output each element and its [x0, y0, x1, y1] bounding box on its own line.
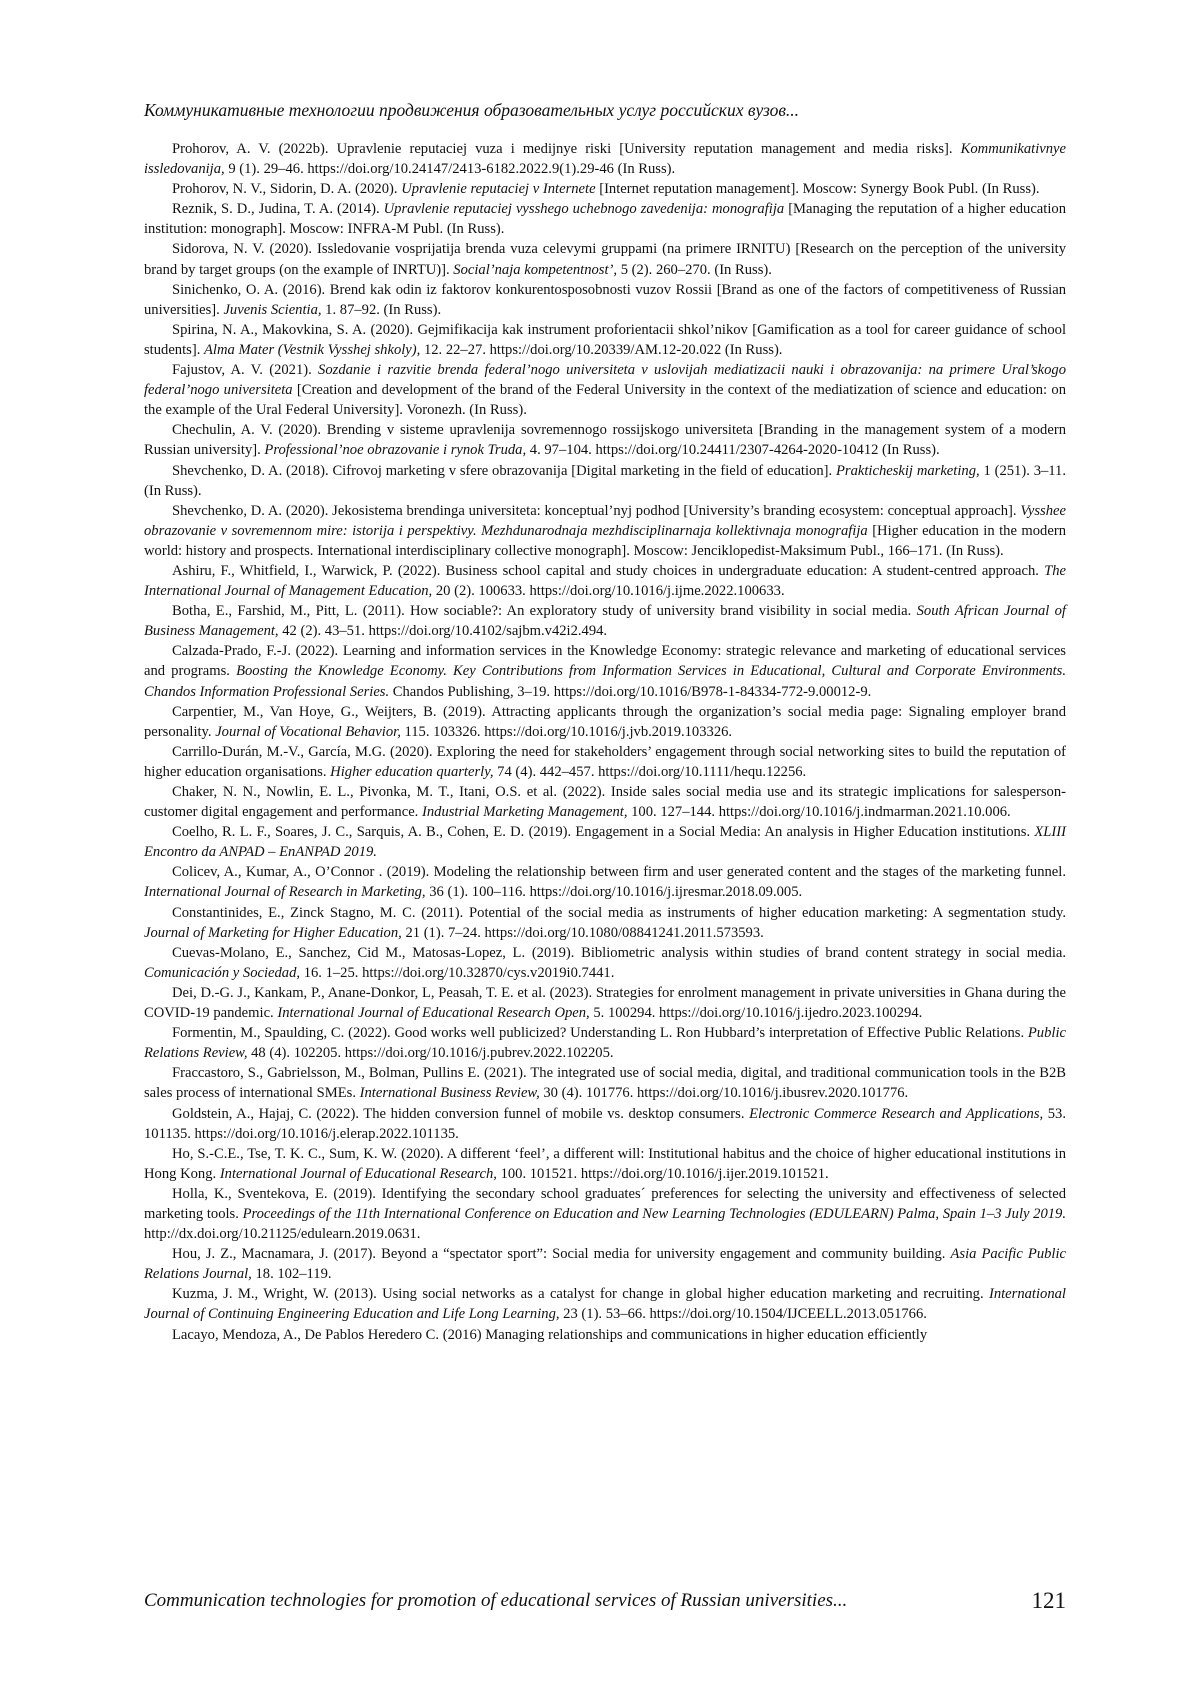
reference-details: http://dx.doi.org/10.21125/edulearn.2019.0631. — [144, 1226, 421, 1243]
reference-details: 115. 103326. https://doi.org/10.1016/j.jvb.2019.103326. — [400, 723, 733, 740]
reference-entry — [144, 561, 1066, 601]
reference-text: Calzada-Prado, F.-J. (2022). Learning and information services in the Knowledge Economy: strategic relevance and marketing of educational services and programs. — [144, 643, 1066, 680]
reference-details: [Higher education in the modern world: history and prospects. International interdisciplinary collective monograph]. Moscow: Jenciklopedist-Maksimum Publ., 166–171. (In Russ). — [144, 522, 1066, 559]
reference-text: Carpentier, M., Van Hoye, G., Weijters, B. (2019). Attracting applicants through the organization’s social media page: Signaling employer brand personality. — [144, 703, 1066, 740]
reference-details: 36 (1). 100–116. https://doi.org/10.1016/j.ijresmar.2018.09.005. — [425, 884, 803, 901]
reference-list — [144, 139, 1066, 1345]
reference-text: Ho, S.-C.E., Tse, T. K. C., Sum, K. W. (2020). A different ‘feel’, a different will: Institutional habitus and the choice of higher educational institutions in Hong Kong. — [144, 1145, 1066, 1182]
reference-details: [Creation and development of the brand of the Federal University in the context of the mediatization of science and education: on the example of the Ural Federal University]. Voronezh. (In Russ). — [144, 382, 1067, 419]
reference-source: The International Journal of Management Education, — [144, 562, 1066, 600]
reference-details: 12. 22–27. https://doi.org/10.20339/AM.12-20.022 (In Russ). — [420, 341, 783, 358]
reference-details: 42 (2). 43–51. https://doi.org/10.4102/sajbm.v42i2.494. — [278, 623, 608, 640]
reference-text: Constantinides, E., Zinck Stagno, M. C. (2011). Potential of the social media as instruments of higher education marketing: A segmentation study. — [172, 904, 1066, 921]
reference-text: Fraccastoro, S., Gabrielsson, M., Bolman, Pullins E. (2021). The integrated use of social media, digital, and traditional communication tools in the B2B sales process of international SMEs. — [144, 1065, 1066, 1102]
reference-text: Carrillo-Durán, M.-V., García, M.G. (2020). Exploring the need for stakeholders’ engagement through social networking sites to build the reputation of higher education organisations. — [144, 743, 1066, 780]
reference-details: 4. 97–104. https://doi.org/10.24411/2307-4264-2020-10412 (In Russ). — [526, 442, 940, 459]
page-footer — [144, 1587, 1066, 1617]
reference-entry — [144, 239, 1066, 279]
reference-source: Professional’noe obrazovanie i rynok Truda, — [264, 442, 527, 459]
reference-text: Spirina, N. A., Makovkina, S. A. (2020). Gejmifikacija kak instrument proforientacii shkol’nikov [Gamification as a tool for career guidance of school students]. — [144, 321, 1066, 358]
reference-text: Lacayo, Mendoza, A., De Pablos Heredero C. (2016) Managing relationships and communications in higher education efficiently — [172, 1326, 928, 1343]
reference-text: Prohorov, A. V. (2022b). Upravlenie reputaciej vuza i medijnye riski [University reputation management and media risks]. — [172, 141, 961, 157]
reference-details: 20 (2). 100633. https://doi.org/10.1016/j.ijme.2022.100633. — [432, 583, 785, 600]
reference-entry — [144, 1063, 1066, 1103]
reference-entry — [144, 1284, 1066, 1324]
reference-text: Dei, D.-G. J., Kankam, P., Anane-Donkor, L, Peasah, T. E. et al. (2023). Strategies for enrolment management in private universities in Ghana during the COVID-19 pandemic. — [144, 984, 1066, 1022]
reference-source: International Journal of Educational Research Open, — [277, 1005, 590, 1022]
reference-entry — [144, 1104, 1066, 1144]
reference-source: International Journal of Continuing Engineering Education and Life Long Learning, — [144, 1286, 1066, 1323]
reference-details: 9 (1). 29–46. https://doi.org/10.24147/2413-6182.2022.9(1).29-46 (In Russ). — [224, 161, 676, 178]
reference-text: Goldstein, A., Hajaj, C. (2022). The hidden conversion funnel of mobile vs. desktop consumers. — [172, 1105, 750, 1122]
reference-details: 18. 102–119. — [251, 1266, 332, 1283]
reference-source: Boosting the Knowledge Economy. Key Contributions from Information Services in Educational, Cultural and Corporate Environments. Chandos Information Professional Series. — [144, 663, 1067, 700]
reference-text: Sinichenko, O. A. (2016). Brend kak odin iz faktorov konkurentosposobnosti vuzov Rossii [Brand as one of the factors of competitiveness of Russian universities]. — [144, 281, 1066, 318]
reference-entry — [144, 641, 1066, 701]
reference-source: Upravlenie reputaciej v Internete — [401, 181, 596, 198]
reference-entry — [144, 903, 1066, 943]
reference-details: 1 (251). 3–11. (In Russ). — [144, 462, 1066, 499]
reference-text: Fajustov, A. V. (2021). — [172, 362, 319, 379]
reference-text: Sidorova, N. V. (2020). Issledovanie vosprijatija brenda vuza celevymi gruppami (na primere IRNITU) [Research on the perception of the university brand by target groups (on the example of INRTU)]. — [144, 241, 1066, 278]
reference-text: Prohorov, N. V., Sidorin, D. A. (2020). — [172, 181, 402, 198]
reference-text: Hou, J. Z., Macnamara, J. (2017). Beyond a “spectator sport”: Social media for university engagement and community building. — [172, 1246, 951, 1263]
reference-source: Industrial Marketing Management, — [421, 804, 628, 821]
reference-source: Proceedings of the 11th International Conference on Education and New Learning Technologies (EDULEARN) Palma, Spain 1–3 July 2019. — [242, 1205, 1066, 1222]
reference-source: Social’naja kompetentnost’, — [453, 261, 618, 278]
reference-entry — [144, 139, 1066, 179]
reference-entry — [144, 822, 1066, 862]
reference-entry — [144, 501, 1066, 561]
reference-source: International Journal of Educational Research, — [219, 1165, 497, 1182]
reference-source: Upravlenie reputaciej vysshego uchebnogo zavedenija: monografija — [383, 201, 785, 218]
reference-entry — [144, 943, 1066, 983]
reference-source: Vysshee obrazovanie v sovremennom mire: istorija i perspektivy. Mezhdunarodnaja mezhdisciplinarnaja kollektivnaja monografija — [144, 502, 1066, 539]
reference-entry — [144, 983, 1066, 1023]
reference-text: Holla, K., Sventekova, E. (2019). Identifying the secondary school graduates´ preferences for selecting the university and effectiveness of selected marketing tools. — [144, 1185, 1066, 1222]
reference-text: Chechulin, A. V. (2020). Brending v sisteme upravlenija sovremennogo rossijskogo universiteta [Branding in the management system of a modern Russian university]. — [144, 422, 1066, 459]
reference-entry — [144, 1023, 1066, 1063]
reference-details: [Managing the reputation of a higher education institution: monograph]. Moscow: INFRA-M Publ. (In Russ). — [144, 201, 1066, 238]
reference-details: 53. 101135. https://doi.org/10.1016/j.elerap.2022.101135. — [144, 1105, 1067, 1142]
reference-source: Sozdanie i razvitie brenda federal’nogo universiteta v uslovijah mediatizacii nauki i obrazovanija: na primere Ural’skogo federal’nogo universiteta — [144, 362, 1066, 399]
footer-title: Communication technologies for promotion of educational services of Russian universities... — [144, 1590, 848, 1611]
reference-text: Chaker, N. N., Nowlin, E. L., Pivonka, M. T., Itani, O.S. et al. (2022). Inside sales social media use and its strategic implications for salesperson-customer digital engagement and performance. — [144, 784, 1066, 821]
reference-source: Juvenis Scientia, — [223, 301, 322, 318]
reference-entry — [144, 782, 1066, 822]
reference-source: Comunicación y Sociedad, — [144, 964, 301, 981]
reference-details: 21 (1). 7–24. https://doi.org/10.1080/08841241.2011.573593. — [401, 924, 764, 941]
reference-entry — [144, 1184, 1066, 1244]
reference-details: 1. 87–92. (In Russ). — [321, 301, 442, 318]
reference-entry — [144, 420, 1066, 460]
reference-entry — [144, 702, 1066, 742]
reference-text: Shevchenko, D. A. (2018). Cifrovoj marketing v sfere obrazovanija [Digital marketing in the field of education]. — [172, 462, 836, 479]
reference-text: Shevchenko, D. A. (2020). Jekosistema brendinga universiteta: konceptual’nyj podhod [University’s branding ecosystem: conceptual approach]. — [172, 502, 1021, 519]
reference-source: Higher education quarterly, — [330, 763, 494, 780]
reference-details: 5. 100294. https://doi.org/10.1016/j.ijedro.2023.100294. — [589, 1005, 923, 1022]
reference-details: [Internet reputation management]. Moscow: Synergy Book Publ. (In Russ). — [595, 181, 1040, 198]
reference-entry — [144, 320, 1066, 360]
reference-entry — [144, 461, 1066, 501]
reference-details: 23 (1). 53–66. https://doi.org/10.1504/IJCEELL.2013.051766. — [559, 1306, 927, 1323]
reference-entry — [144, 601, 1066, 641]
reference-source: International Business Review, — [359, 1085, 540, 1102]
reference-text: Coelho, R. L. F., Soares, J. C., Sarquis, A. B., Cohen, E. D. (2019). Engagement in a Social Media: An analysis in Higher Education institutions. — [172, 824, 1035, 841]
reference-source: Journal of Vocational Behavior, — [215, 723, 401, 740]
reference-entry — [144, 742, 1066, 782]
reference-entry — [144, 1244, 1066, 1284]
reference-text: Kuzma, J. M., Wright, W. (2013). Using social networks as a catalyst for change in global higher education marketing and recruiting. — [172, 1286, 989, 1303]
reference-entry — [144, 1144, 1066, 1184]
reference-details: 30 (4). 101776. https://doi.org/10.1016/j.ibusrev.2020.101776. — [539, 1085, 909, 1102]
reference-source: South African Journal of Business Management, — [144, 603, 1066, 640]
reference-text: Botha, E., Farshid, M., Pitt, L. (2011). How sociable?: An exploratory study of university brand visibility in social media. — [172, 603, 917, 620]
reference-entry — [144, 1325, 1066, 1345]
reference-entry — [144, 862, 1066, 902]
reference-details: 16. 1–25. https://doi.org/10.32870/cys.v2019i0.7441. — [300, 964, 615, 981]
reference-details: Chandos Publishing, 3–19. https://doi.org/10.1016/B978-1-84334-772-9.00012-9. — [389, 683, 872, 700]
reference-text: Reznik, S. D., Judina, T. A. (2014). — [172, 201, 384, 218]
reference-details: 100. 127–144. https://doi.org/10.1016/j.indmarman.2021.10.006. — [627, 804, 1011, 821]
reference-source: Public Relations Review, — [144, 1025, 1066, 1062]
reference-text: Cuevas-Molano, E., Sanchez, Cid M., Matosas-Lopez, L. (2019). Bibliometric analysis within studies of brand content strategy in social media. — [172, 944, 1066, 961]
reference-entry — [144, 179, 1066, 199]
reference-entry — [144, 199, 1066, 239]
reference-text: Formentin, M., Spaulding, C. (2022). Good works well publicized? Understanding L. Ron Hubbard’s interpretation of Effective Public Relations. — [172, 1025, 1028, 1042]
reference-text: Colicev, A., Kumar, A., O’Connor . (2019). Modeling the relationship between firm and user generated content and the stages of the marketing funnel. — [172, 864, 1066, 881]
reference-entry — [144, 360, 1066, 420]
reference-source: Journal of Marketing for Higher Education, — [144, 924, 402, 941]
running-header: Коммуникативные технологии продвижения образовательных услуг российских вузов... — [144, 100, 800, 120]
reference-details: 100. 101521. https://doi.org/10.1016/j.ijer.2019.101521. — [496, 1165, 829, 1182]
reference-source: Electronic Commerce Research and Applications, — [749, 1105, 1044, 1122]
reference-details: 74 (4). 442–457. https://doi.org/10.1111/hequ.12256. — [493, 763, 807, 780]
reference-source: Asia Pacific Public Relations Journal, — [144, 1246, 1066, 1283]
reference-source: XLIII Encontro da ANPAD – EnANPAD 2019. — [144, 824, 1066, 861]
reference-source: Kommunikativnye issledovanija, — [144, 141, 1066, 178]
reference-text: Ashiru, F., Whitfield, I., Warwick, P. (2022). Business school capital and study choices in undergraduate education: A student-centred approach. — [172, 562, 1045, 579]
reference-source: Alma Mater (Vestnik Vysshej shkoly), — [204, 341, 421, 358]
reference-details: 48 (4). 102205. https://doi.org/10.1016/j.pubrev.2022.102205. — [247, 1045, 614, 1062]
reference-source: Prakticheskij marketing, — [835, 462, 980, 479]
page-number: 121 — [1031, 1588, 1066, 1613]
reference-details: 5 (2). 260–270. (In Russ). — [617, 261, 772, 278]
reference-source: International Journal of Research in Marketing, — [144, 884, 426, 901]
reference-entry — [144, 280, 1066, 320]
